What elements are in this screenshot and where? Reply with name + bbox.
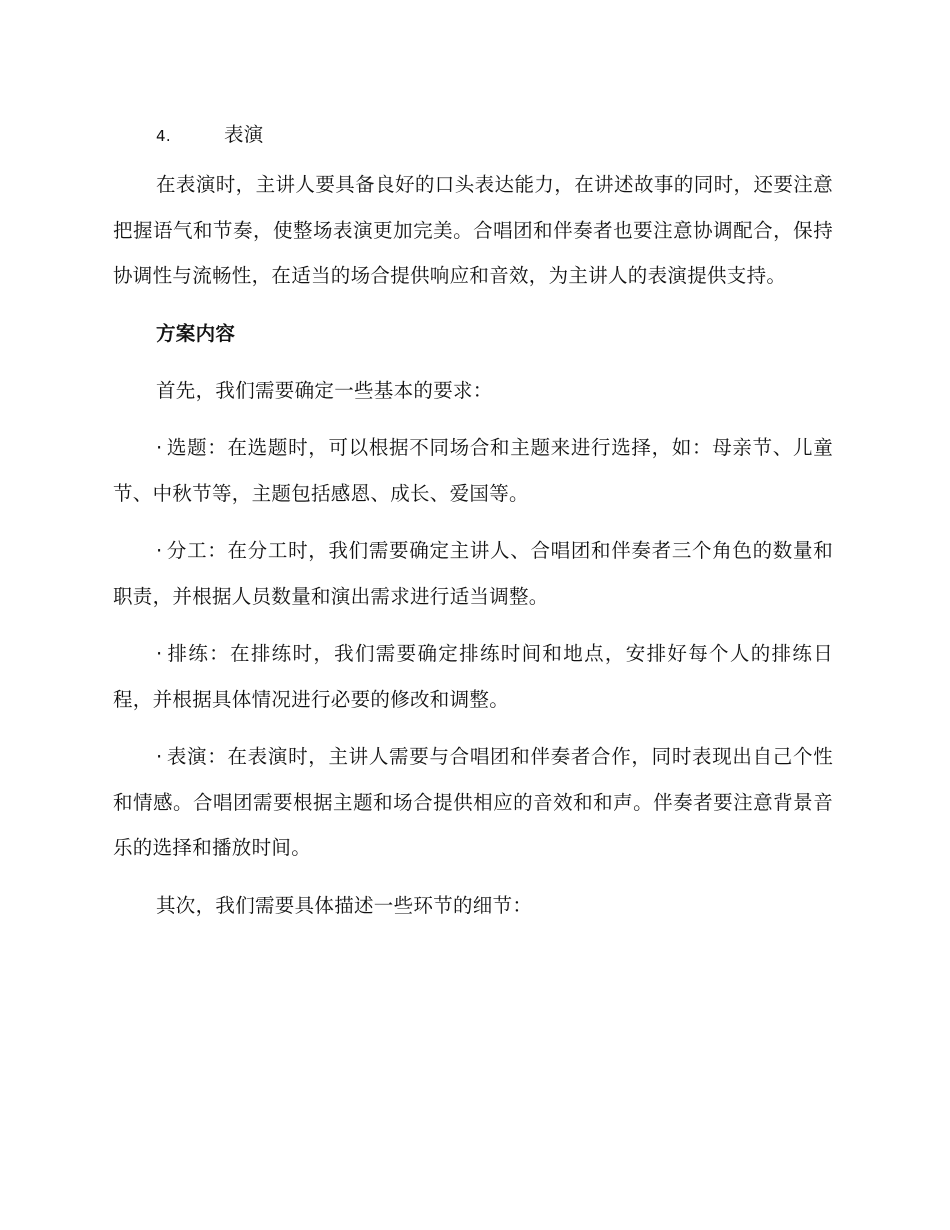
performance-paragraph: 在表演时，主讲人要具备良好的口头表达能力，在讲述故事的同时，还要注意把握语气和节奏，使整场表演更加完美。合唱团和伴奏者也要注意协调配合，保持协调性与流畅性，在适当的场合提供响应和音效，为主讲人的表演提供支持。	[113, 173, 833, 287]
bullet-item-division	[113, 528, 833, 619]
bullet-marker: ·	[156, 745, 163, 768]
first-intro-paragraph: 首先，我们需要确定一些基本的要求：	[156, 378, 493, 402]
second-intro-paragraph: 其次，我们需要具体描述一些环节的细节：	[156, 893, 533, 917]
section-number: 4.	[156, 127, 171, 145]
bullet-marker: ·	[156, 436, 163, 459]
bullet-item-performance	[113, 734, 833, 871]
bullet-item-rehearsal	[113, 631, 833, 722]
document-body	[113, 112, 833, 940]
section-title: 表演	[224, 123, 264, 146]
plan-content-heading: 方案内容	[156, 321, 236, 345]
bullet-text: 选题：在选题时，可以根据不同场合和主题来进行选择，如：母亲节、儿童节、中秋节等，主题包括感恩、成长、爱国等。	[113, 436, 833, 505]
section-heading-performance	[113, 112, 833, 150]
bullet-marker: ·	[156, 539, 163, 562]
bullet-item-topic	[113, 425, 833, 516]
bullet-text: 分工：在分工时，我们需要确定主讲人、合唱团和伴奏者三个角色的数量和职责，并根据人员数量和演出需求进行适当调整。	[113, 539, 833, 608]
bullet-text: 排练：在排练时，我们需要确定排练时间和地点，安排好每个人的排练日程，并根据具体情况进行必要的修改和调整。	[113, 642, 833, 711]
bullet-marker: ·	[156, 642, 163, 665]
bullet-text: 表演：在表演时，主讲人需要与合唱团和伴奏者合作，同时表现出自己个性和情感。合唱团需要根据主题和场合提供相应的音效和和声。伴奏者要注意背景音乐的选择和播放时间。	[113, 745, 833, 859]
